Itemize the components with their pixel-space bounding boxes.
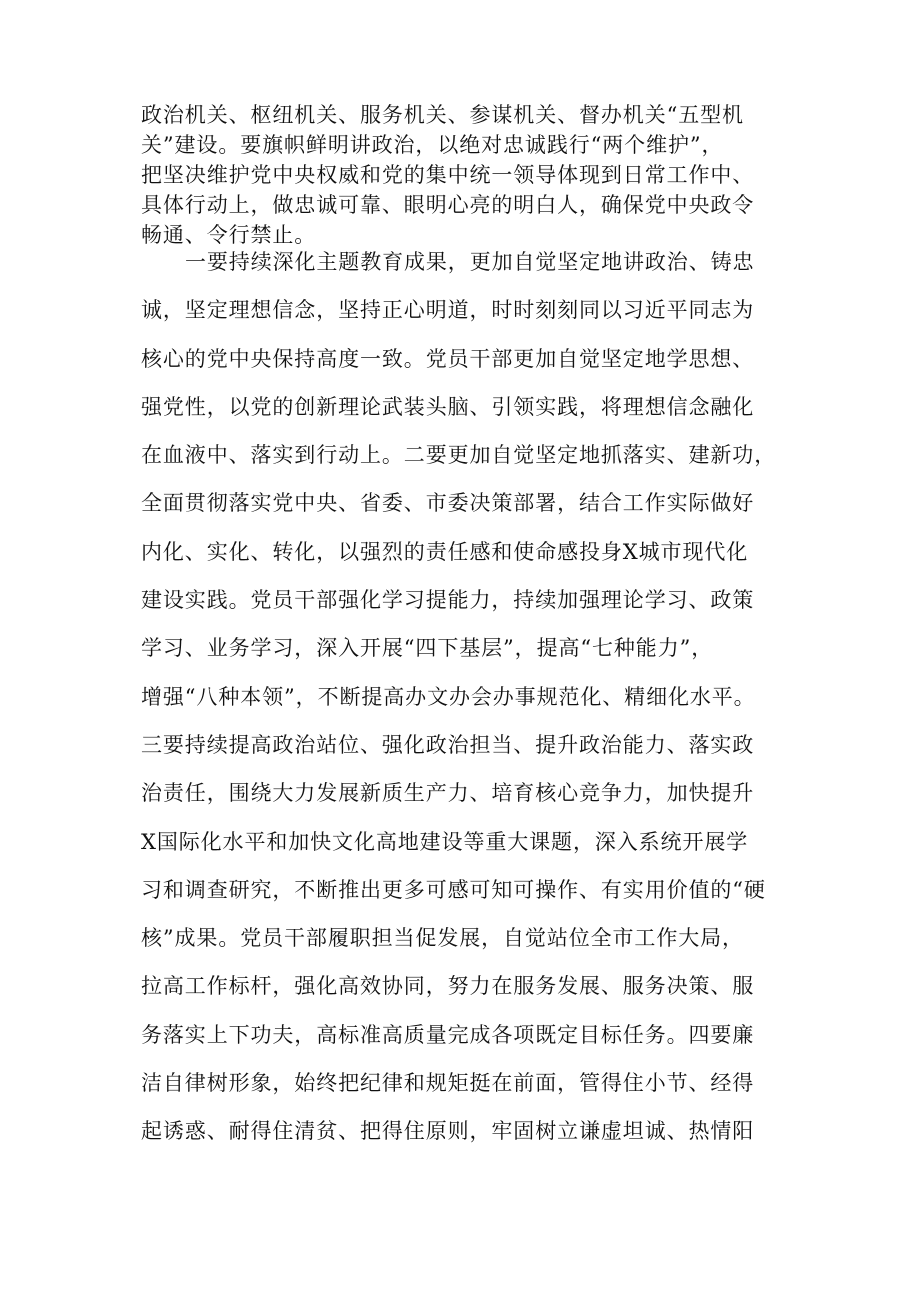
text-line: 务落实上下功夫，高标准高质量完成各项既定目标任务。四要廉 [141,1022,755,1047]
text-line: 诚，坚定理想信念，坚持正心明道，时时刻刻同以习近平同志为 [141,298,755,323]
text-line: 三要持续提高政治站位、强化政治担当、提升政治能力、落实政 [141,732,755,757]
text-line: 内化、实化、转化，以强烈的责任感和使命感投身X城市现代化 [141,539,749,564]
text-line: 畅通、令行禁止。 [141,223,317,247]
body-paragraph [141,238,801,1156]
text-line: 全面贯彻落实党中央、省委、市委决策部署，结合工作实际做好 [141,491,755,516]
text-line: X国际化水平和加快文化高地建设等重大课题，深入系统开展学 [141,829,749,854]
text-line: 具体行动上，做忠诚可靠、眼明心亮的明白人，确保党中央政令 [141,193,755,217]
text-line: 在血液中、落实到行动上。二要更加自觉坚定地抓落实、建新功， [141,443,777,468]
text-line: 习和调查研究，不断推出更多可感可知可操作、有实用价值的“硬 [141,877,766,902]
text-line: 起诱惑、耐得住清贫、把得住原则，牢固树立谦虚坦诚、热情阳 [141,1119,755,1144]
text-line: 关”建设。要旗帜鲜明讲政治，以绝对忠诚践行“两个维护”， [141,133,724,157]
text-line: 学习、业务学习，深入开展“四下基层”，提高“七种能力”， [141,636,714,661]
text-line: 一要持续深化主题教育成果，更加自觉坚定地讲政治、铸忠 [185,250,755,274]
text-line: 拉高工作标杆，强化高效协同，努力在服务发展、服务决策、服 [141,974,755,999]
text-line: 洁自律树形象，始终把纪律和规矩挺在前面，管得住小节、经得 [141,1071,755,1096]
text-line: 把坚决维护党中央权威和党的集中统一领导体现到日常工作中、 [141,163,755,187]
text-line: 强党性，以党的创新理论武装头脑、引领实践，将理想信念融化 [141,394,755,419]
intro-paragraph [141,100,801,250]
text-line: 治责任，围绕大力发展新质生产力、培育核心竞争力，加快提升 [141,781,755,806]
text-line: 增强“八种本领”，不断提高办文办会办事规范化、精细化水平。 [141,684,756,709]
text-line: 建设实践。党员干部强化学习提能力，持续加强理论学习、政策 [141,588,755,613]
text-line: 核”成果。党员干部履职担当促发展，自觉站位全市工作大局， [141,926,744,951]
text-line: 核心的党中央保持高度一致。党员干部更加自觉坚定地学思想、 [141,346,755,371]
text-line: 政治机关、枢纽机关、服务机关、参谋机关、督办机关“五型机 [141,103,744,127]
